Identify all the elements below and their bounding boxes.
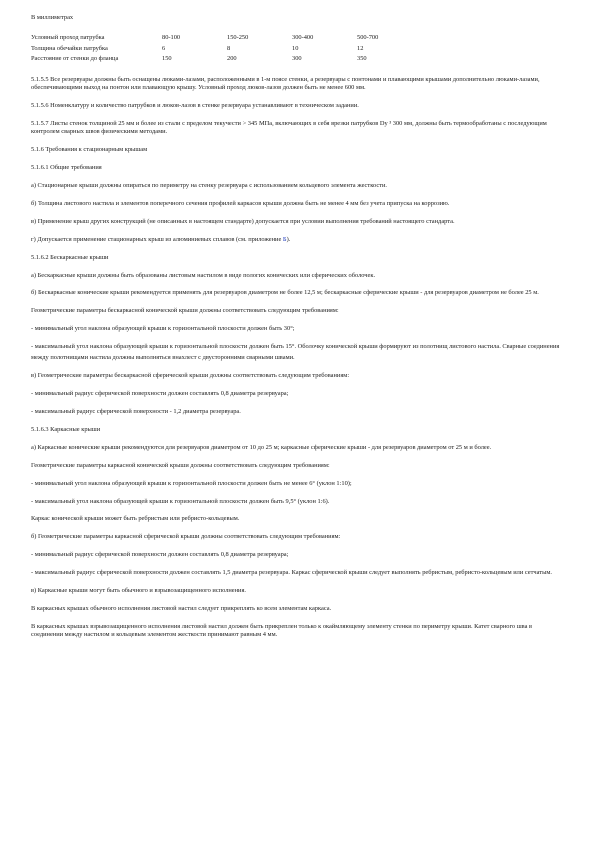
spherical-min-radius: - минимальный радиус сферической поверхности должен составлять 0,8 диаметра резервуара; — [31, 390, 289, 398]
subsection-heading-framed: 5.1.6.3 Каркасные крыши — [31, 426, 101, 433]
table-cell: 12 — [357, 44, 364, 52]
units-caption: В миллиметрах — [31, 14, 74, 21]
table-cell: 8 — [227, 44, 231, 52]
table-cell: 80-100 — [162, 34, 181, 42]
table-cell: 150-250 — [227, 34, 249, 42]
table-cell: 300-400 — [292, 34, 314, 42]
framed-item-b: б) Геометрические параметры каркасной сферической крыши должны соответствовать следующим требованиям: — [31, 533, 341, 541]
table-row — [31, 45, 417, 56]
framed-conical-intro: Геометрические параметры каркасной конической крыши должны соответствовать следующим требованиям: — [31, 461, 330, 469]
table-cell: 350 — [357, 55, 367, 63]
table-cell: 200 — [227, 55, 237, 63]
table-row — [31, 34, 417, 45]
item-v-other-designs: в) Применение крыш других конструкций (не описанных в настоящем стандарте) допускается при условии выполнения требований настоящего стандарта. — [31, 217, 455, 225]
frameless-item-v: в) Геометрические параметры бескаркасной сферической крыши должны соответствовать следующим требованиям: — [31, 372, 350, 380]
item-b-thickness: б) Толщина листового настила и элементов поперечного сечения профилей каркасов крыши должна быть не менее 4 мм без учета припуска на коррозию. — [31, 200, 450, 208]
framed-item-v: в) Каркасные крыши могут быть обычного и взрывозащищенного исполнения. — [31, 587, 247, 595]
subsection-heading-frameless: 5.1.6.2 Бескаркасные крыши — [31, 253, 109, 261]
item-g-aluminium — [31, 236, 564, 244]
item-a-support: а) Стационарные крыши должны опираться по периметру на стенку резервуара с использованием кольцевого элемента жесткости. — [31, 182, 387, 190]
framed-conical-max-angle: - максимальный угол наклона образующей крыши к горизонтальной плоскости должен быть 9,5° (уклон 1:6). — [31, 497, 330, 505]
clause-5-1-5-6: 5.1.5.6 Номенклатуру и количество патрубков и люков-лазов в стенке резервуара устанавливают в техническом задании. — [31, 102, 359, 110]
conical-max-angle: - максимальный угол наклона образующей крыши к горизонтальной плоскости должен быть 15°. Оболочку конической крыши формируют из полотнищ листового настила. Сварные соединения — [31, 343, 560, 351]
table-cell: 150 — [162, 55, 172, 63]
clause-5-1-5-7: 5.1.5.7 Листы стенок толщиной 25 мм и более из стали с пределом текучести > 345 МПа, включающих в себя врезки патрубков Dy ³ 300 мм, должны быть термообработаны с последующим контролем сварных швов физическими методами. — [31, 120, 547, 136]
row-label: Расстояние от стенки до фланца — [31, 55, 119, 63]
clause-5-1-5-5: 5.1.5.5 Все резервуары должны быть оснащены люками-лазами, расположенными в 1-м поясе стенки, а резервуары с понтонами и плавающими крышами дополнительно люками-лазами, обеспечивающими выход на понтон или плавающую крышу. Условный проход люков-лазов должен быть не менее 600 мм. — [31, 76, 540, 92]
subsection-heading-general: 5.1.6.1 Общие требования — [31, 164, 102, 172]
frameless-item-a: а) Бескаркасные крыши должны быть образованы листовым настилом в виде пологих конических или сферических оболочек. — [31, 271, 376, 279]
document-page — [31, 14, 564, 649]
framed-ordinary: В каркасных крышах обычного исполнения листовой настил следует прикреплять ко всем элементам каркаса. — [31, 604, 332, 612]
row-label: Толщина обечайки патрубка — [31, 44, 108, 52]
nozzle-dimensions-table — [31, 34, 417, 66]
conical-welds: между полотнищами настила должны выполняться внахлест с двусторонними сварными швами. — [31, 354, 295, 362]
table-cell: 500-700 — [357, 34, 379, 42]
framed-conical-frame: Каркас конической крыши может быть ребристым или ребристо-кольцевым. — [31, 515, 240, 523]
table-cell: 10 — [292, 44, 299, 52]
framed-conical-min-angle: - минимальный угол наклона образующей крыши к горизонтальной плоскости должен быть не менее 6° (уклон 1:10); — [31, 479, 352, 487]
table-cell: 6 — [162, 44, 166, 52]
frameless-item-b: б) Бескаркасные конические крыши рекомендуется применять для резервуаров диаметром не более 12,5 м; бескаркасные сферические крыши - для резервуаров диаметром не более 25 м. — [31, 289, 539, 297]
framed-explosion-proof: В каркасных крышах взрывозащищенного исполнения листовой настил должен быть прикреплен только к окаймляющему элементу стенки по периметру крыши. Катет сварного шва в соединении между настилом и кольцевым элементом жесткости принимают равным 4 мм. — [31, 622, 533, 639]
row-label: Условный проход патрубка — [31, 34, 105, 42]
table-cell: 300 — [292, 55, 302, 63]
conical-min-angle: - минимальный угол наклона образующей крыши к горизонтальной плоскости должен быть 30°; — [31, 325, 295, 333]
framed-item-a: а) Каркасные конические крыши рекомендуются для резервуаров диаметром от 10 до 25 м; каркасные сферические крыши - для резервуаров диаметром от 25 м и более. — [31, 443, 492, 451]
conical-params-intro: Геометрические параметры бескаркасной конической крыши должны соответствовать следующим требованиям: — [31, 307, 339, 315]
framed-spherical-max-radius: - максимальный радиус сферической поверхности должен составлять 1,5 диаметра резервуара. Каркас сферической крыши следует выполнять ребристым, ребристо-кольцевым или сетчатым. — [31, 569, 553, 577]
section-heading-roofs: 5.1.6 Требования к стационарным крышам — [31, 146, 148, 154]
spherical-max-radius: - максимальный радиус сферической поверхности - 1,2 диаметра резервуара. — [31, 408, 241, 416]
item-g-text: г) Допускается применение стационарных крыш из алюминиевых сплавов (см. приложение — [31, 235, 283, 243]
framed-spherical-min-radius: - минимальный радиус сферической поверхности должен составлять 0,8 диаметра резервуара; — [31, 551, 289, 559]
appendix-b-link[interactable]: Б — [282, 235, 287, 243]
table-row — [31, 55, 417, 66]
item-g-tail: ). — [286, 235, 291, 243]
